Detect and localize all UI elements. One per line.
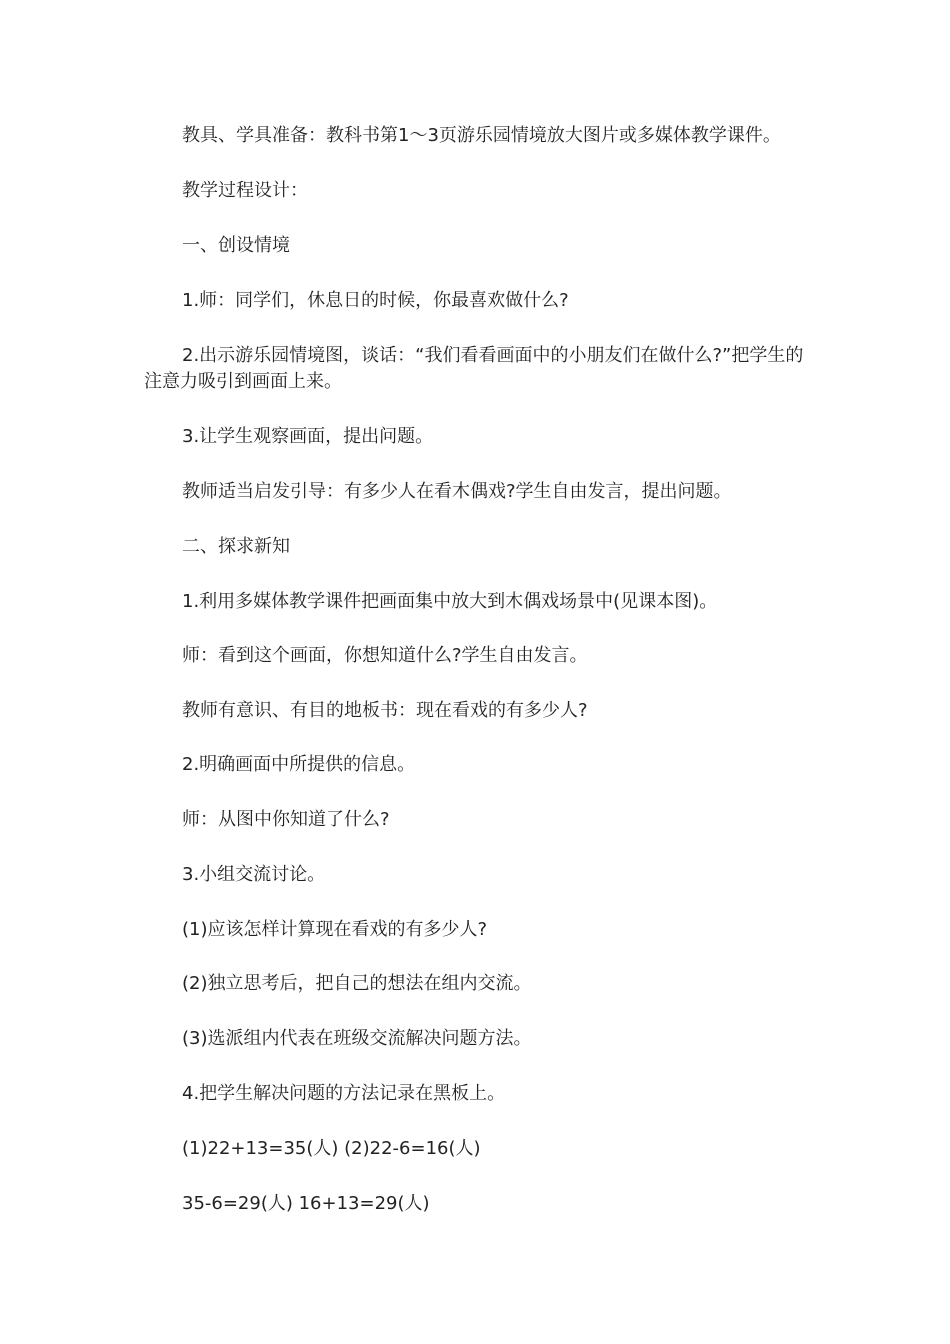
paragraph-item: 师：看到这个画面，你想知道什么?学生自由发言。 (182, 645, 588, 666)
paragraph-item: (1)应该怎样计算现在看戏的有多少人? (182, 919, 488, 940)
paragraph-item: 教师有意识、有目的地板书：现在看戏的有多少人? (182, 700, 588, 721)
section-heading-1: 一、创设情境 (182, 235, 290, 256)
paragraph-item: 1.师：同学们，休息日的时候，你最喜欢做什么? (182, 290, 569, 311)
paragraph-item: 师：从图中你知道了什么? (182, 809, 390, 830)
paragraph-item: 3.让学生观察画面，提出问题。 (182, 426, 434, 447)
paragraph-materials: 教具、学具准备：教科书第1～3页游乐园情境放大图片或多媒体教学课件。 (182, 125, 781, 146)
paragraph-process-heading: 教学过程设计： (182, 180, 308, 201)
equation-line: (1)22+13=35(人) (2)22-6=16(人) (182, 1138, 481, 1159)
equation-line: 35-6=29(人) 16+13=29(人) (182, 1193, 430, 1214)
paragraph-item: 2.明确画面中所提供的信息。 (182, 754, 416, 775)
paragraph-item: (2)独立思考后，把自己的想法在组内交流。 (182, 973, 532, 994)
paragraph-item: 3.小组交流讨论。 (182, 864, 326, 885)
paragraph-item: 1.利用多媒体教学课件把画面集中放大到木偶戏场景中(见课本图)。 (182, 591, 718, 612)
paragraph-item: (3)选派组内代表在班级交流解决问题方法。 (182, 1028, 532, 1049)
paragraph-item: 2.出示游乐园情境图，谈话：“我们看看画面中的小朋友们在做什么?”把学生的注意力吸引到画面上来。 (144, 345, 804, 392)
paragraph-item: 教师适当启发引导：有多少人在看木偶戏?学生自由发言，提出问题。 (182, 481, 732, 502)
paragraph-item: 4.把学生解决问题的方法记录在黑板上。 (182, 1083, 506, 1104)
section-heading-2: 二、探求新知 (182, 536, 290, 557)
